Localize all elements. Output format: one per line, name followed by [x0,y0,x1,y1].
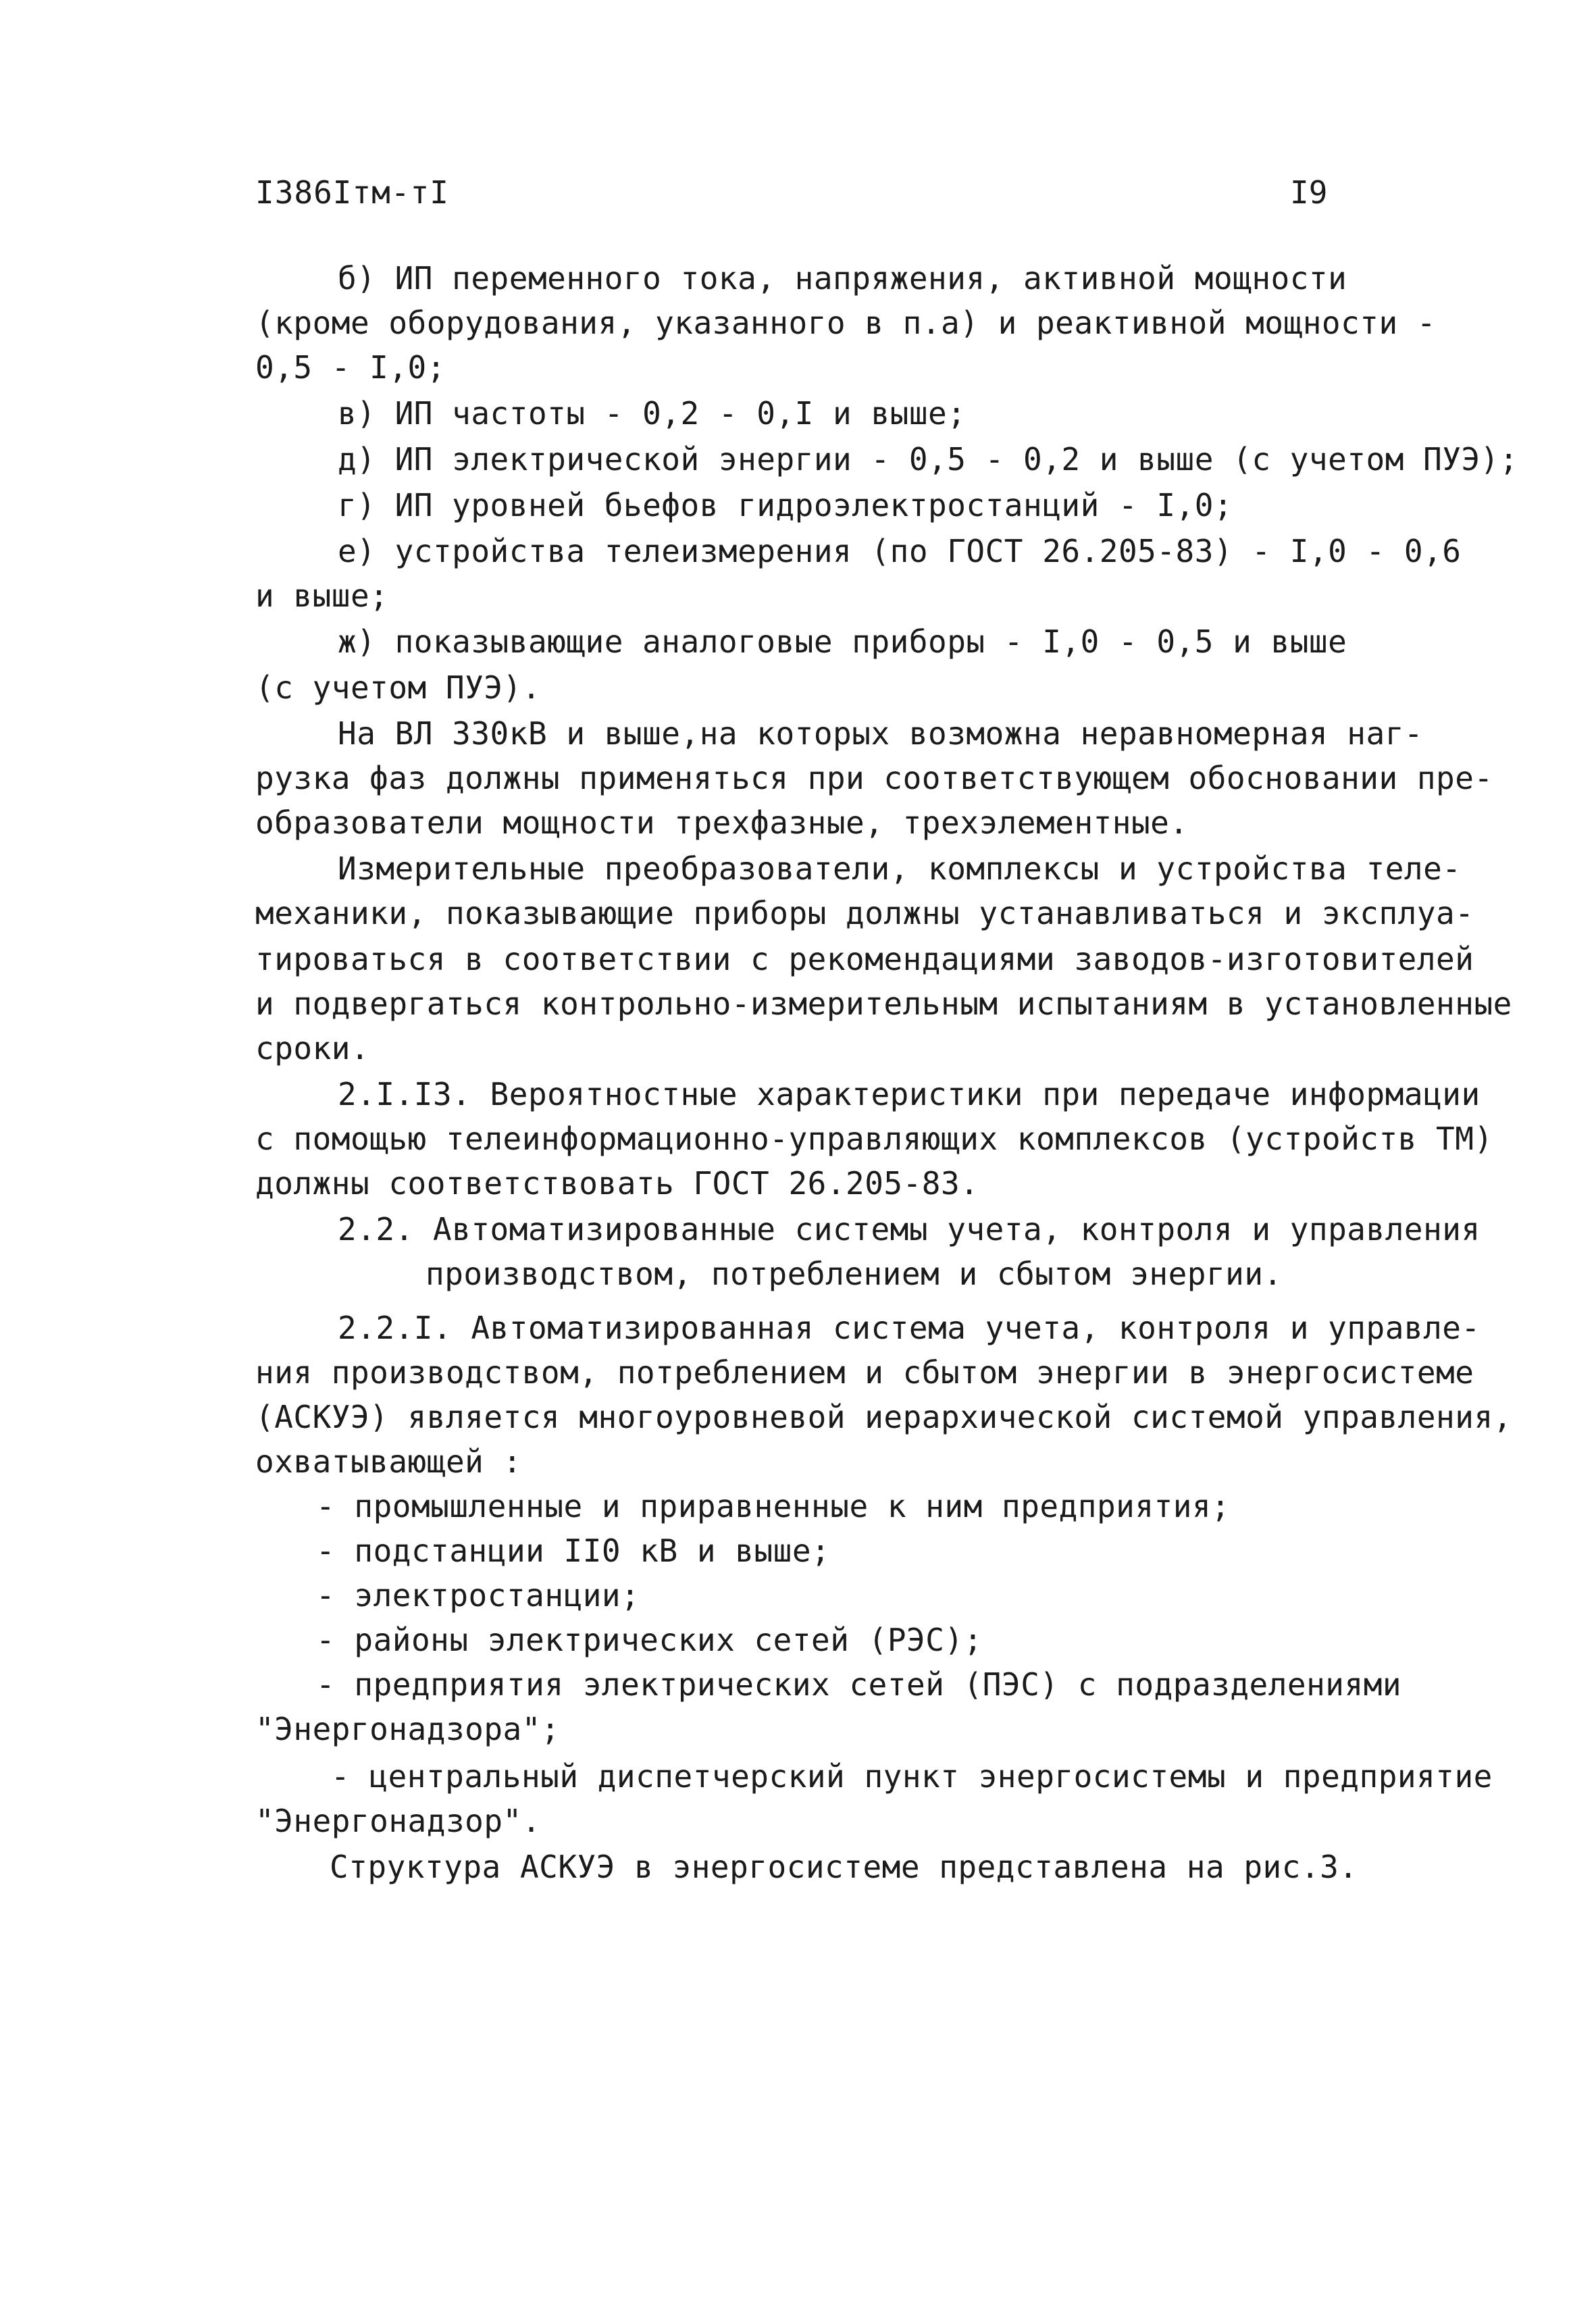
text-line: 2.2.I. Автоматизированная система учета, контроля и управле- [338,1310,1481,1346]
text-line: рузка фаз должны применяться при соответствующем обосновании пре- [255,760,1493,796]
text-line: сроки. [255,1030,370,1066]
text-line: д) ИП электрической энергии - 0,5 - 0,2 и выше (с учетом ПУЭ); [338,441,1519,478]
text-line: охватывающей : [255,1443,522,1480]
text-line: и подвергаться контрольно-измерительным испытаниям в установленные [255,985,1512,1022]
text-line: 2.I.I3. Вероятностные характеристики при передаче информации [338,1076,1481,1112]
document-code: I386Iтм-тI [255,174,449,211]
text-line: б) ИП переменного тока, напряжения, активной мощности [338,260,1347,297]
page-number: I9 [1290,174,1328,211]
text-line: ж) показывающие аналоговые приборы - I,0 - 0,5 и выше [338,623,1347,660]
text-line: и выше; [255,577,389,614]
text-line: г) ИП уровней бьефов гидроэлектростанций - I,0; [338,487,1233,523]
text-line: "Энергонадзор". [255,1803,541,1839]
text-line: "Энергонадзора"; [255,1711,561,1747]
text-line: в) ИП частоты - 0,2 - 0,I и выше; [338,395,967,432]
text-line: образователи мощности трехфазные, трехэлементные. [255,804,1189,841]
list-item: - районы электрических сетей (РЭС); [316,1622,983,1658]
text-line: 0,5 - I,0; [255,349,446,386]
text-line: должны соответствовать ГОСТ 26.205-83. [255,1165,979,1202]
list-item: - подстанции II0 кВ и выше; [316,1533,831,1569]
list-item: - электростанции; [316,1577,640,1614]
text-line: тироваться в соответствии с рекомендациями заводов-изготовителей [255,941,1474,977]
section-heading: 2.2. Автоматизированные системы учета, контроля и управления [338,1211,1481,1248]
text-line: Измерительные преобразователи, комплексы и устройства теле- [338,850,1462,887]
text-line: (с учетом ПУЭ). [255,669,541,706]
text-line: ния производством, потреблением и сбытом энергии в энергосистеме [255,1354,1474,1391]
section-heading: производством, потреблением и сбытом энергии. [426,1256,1283,1292]
text-line: с помощью телеинформационно-управляющих комплексов (устройств ТМ) [255,1121,1493,1157]
text-line: Структура АСКУЭ в энергосистеме представлена на рис.3. [330,1849,1358,1885]
text-line: (АСКУЭ) является многоуровневой иерархической системой управления, [255,1399,1512,1435]
text-line: е) устройства телеизмерения (по ГОСТ 26.205-83) - I,0 - 0,6 [338,533,1462,569]
list-item: - предприятия электрических сетей (ПЭС) с подразделениями [316,1666,1402,1703]
list-item: - промышленные и приравненные к ним предприятия; [316,1488,1231,1524]
text-line: механики, показывающие приборы должны устанавливаться и эксплуа- [255,895,1474,931]
list-item: - центральный диспетчерский пункт энергосистемы и предприятие [331,1758,1493,1795]
text-line: (кроме оборудования, указанного в п.а) и реактивной мощности - [255,305,1437,341]
text-line: На ВЛ 330кВ и выше,на которых возможна неравномерная наг- [338,715,1424,752]
